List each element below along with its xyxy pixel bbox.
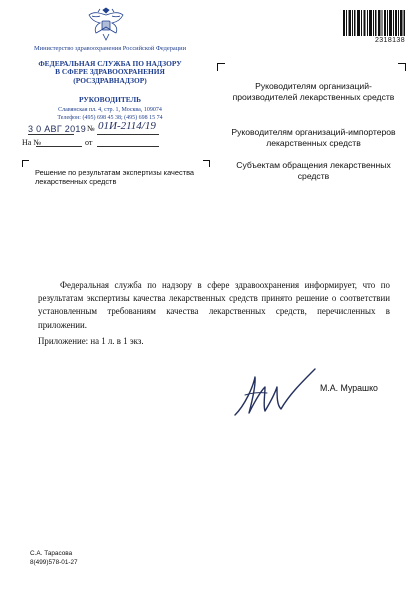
addressee-subjects: Субъектам обращения лекарственных средств xyxy=(236,160,391,181)
letter-body xyxy=(38,279,390,332)
executor-name: С.А. Тарасова xyxy=(30,550,73,557)
ministry-name: Министерство здравоохранения Российской Федерации xyxy=(33,45,187,52)
subject-corner-right xyxy=(203,160,210,167)
date-underline xyxy=(28,134,74,135)
barcode-icon xyxy=(343,10,405,36)
addressee-importers: Руководителям организаций-импортеров лекарственных средств xyxy=(231,127,396,148)
agency-line-1: ФЕДЕРАЛЬНАЯ СЛУЖБА ПО НАДЗОРУ xyxy=(38,59,182,68)
body-paragraph: Федеральная служба по надзору в сфере здравоохранения информирует, что по результатам экспертизы качества лекарственных средств принято решение о соответствии установленным требованиям качества лекарственных средств, перечисленных в приложении. xyxy=(38,280,390,330)
agency-line-3: (РОСЗДРАВНАДЗОР) xyxy=(73,75,147,85)
signer-name: М.А. Мурашко xyxy=(320,383,378,393)
reference-from-underline xyxy=(97,146,159,147)
subject-text: Решение по результатам экспертизы качества лекарственных средств xyxy=(35,168,195,187)
addressee-corner-right xyxy=(398,63,406,71)
subject-corner-left xyxy=(22,160,29,167)
reference-label: На № xyxy=(22,138,41,147)
barcode-number: 2318138 xyxy=(374,37,405,44)
number-label: № xyxy=(87,124,95,133)
number-underline xyxy=(97,134,159,135)
agency-name xyxy=(10,60,210,85)
reference-underline xyxy=(36,146,82,147)
addressee-manufacturers: Руководителям организаций-производителей лекарственных средств xyxy=(232,81,395,102)
reference-from-label: от xyxy=(85,138,93,147)
signature-icon xyxy=(215,365,335,421)
attachment-line: Приложение: на 1 л. в 1 экз. xyxy=(38,336,144,346)
registration-date: 3 0 АВГ 2019 xyxy=(28,124,87,134)
coat-of-arms-icon xyxy=(86,7,126,43)
phone-line: Телефон: (495) 698 45 38; (495) 698 15 74 xyxy=(57,114,163,121)
addressee-corner-left xyxy=(217,63,225,71)
head-title: РУКОВОДИТЕЛЬ xyxy=(79,95,141,104)
executor-phone: 8(499)578-01-27 xyxy=(30,559,78,566)
address-line: Славянская пл. 4, стр. 1, Москва, 109074 xyxy=(58,107,162,113)
agency-line-2: В СФЕРЕ ЗДРАВООХРАНЕНИЯ xyxy=(55,67,165,77)
registration-number: 01И-2114/19 xyxy=(98,120,156,132)
